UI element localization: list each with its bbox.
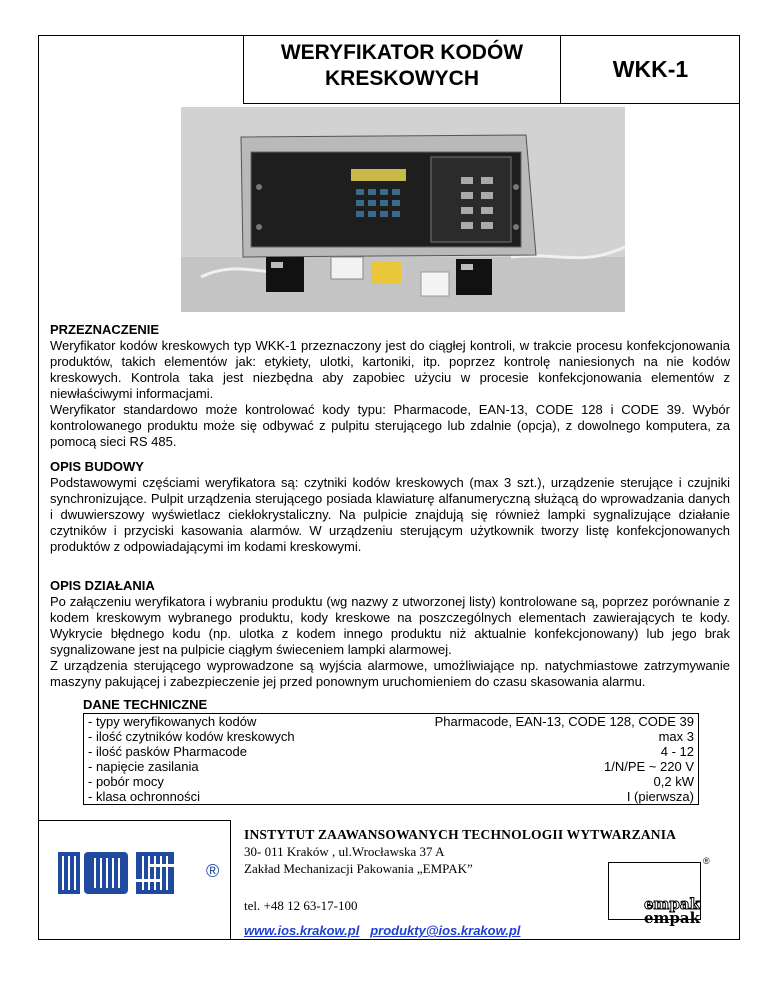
tech-value: 1/N/PE ~ 220 V	[604, 759, 694, 774]
tech-label: - typy weryfikowanych kodów	[88, 714, 257, 729]
paragraph: Podstawowymi częściami weryfikatora są: czytniki kodów kreskowych (max 3 szt.), urządzenie sterujące i czujniki synchronizujące. Pulpit urządzenia sterującego posiada klawiaturę alfanumeryczną służącą do wprowadzania danych i dwuwierszowy wyświetlacz ciekłokrystaliczny. Na pulpicie znajdują się również lampki sygnalizujące działanie czytników i przyciski kasowania alarmów. W urządzeniu sterującym użytkownik tworzy listę konfekcjonowanych produktów z odpowiadającymi im kodami kreskowymi.	[50, 475, 730, 554]
ios-logo-icon	[56, 849, 226, 899]
tech-value: 4 - 12	[660, 744, 694, 759]
tech-label: - ilość czytników kodów kreskowych	[88, 729, 295, 744]
title-line-1: WERYFIKATOR KODÓW	[280, 41, 524, 64]
institute-name: INSTYTUT ZAAWANSOWANYCH TECHNOLOGII WYTWARZANIA	[244, 827, 677, 842]
tech-label: - napięcie zasilania	[88, 759, 199, 774]
table-row	[84, 714, 699, 730]
tech-value: 0,2 kW	[653, 774, 694, 789]
tech-value: Pharmacode, EAN-13, CODE 128, CODE 39	[434, 714, 694, 729]
website-link[interactable]: www.ios.krakow.pl	[244, 923, 360, 938]
document-title	[243, 35, 561, 104]
institute-address: 30- 011 Kraków , ul.Wrocławska 37 A	[244, 844, 445, 859]
paragraph: Po załączeniu weryfikatora i wybraniu produktu (wg nazwy z utworzonej listy) kontrolowane są, poprzez porównanie z kodem kreskowym wybranego produktu, kody kreskowe na poszczególnych elementach zawierających te kody. Wykrycie błędnego kodu (np. ulotka z kodem innego produktu niż aktualnie konfekcjonowany) lub jego brak sygnalizowane jest na pulpicie ciągłym świeceniem lampki alarmowej.	[50, 594, 730, 657]
tech-title: DANE TECHNICZNE	[83, 697, 208, 712]
table-row	[84, 744, 699, 759]
section-title: PRZEZNACZENIE	[50, 322, 160, 337]
paragraph: Weryfikator standardowo może kontrolować kody typu: Pharmacode, EAN-13, CODE 128 i CODE 39. Wybór kontrolowanego produktu może się odbywać z pulpitu sterującego lub zdalnie (opcja), z dowolnego komputera, za pomocą sieci RS 485.	[50, 402, 730, 449]
phone-number: tel. +48 12 63-17-100	[244, 898, 358, 913]
section-title: OPIS DZIAŁANIA	[50, 578, 155, 593]
section-przeznaczenie	[50, 322, 730, 450]
device-illustration	[181, 107, 625, 312]
tech-label: - ilość pasków Pharmacode	[88, 744, 247, 759]
ios-logo	[56, 849, 226, 904]
institute-department: Zakład Mechanizacji Pakowania „EMPAK”	[244, 861, 473, 876]
title-line-2: KRESKOWYCH	[324, 67, 479, 90]
email-link[interactable]: produkty@ios.krakow.pl	[370, 923, 521, 938]
tech-value: I (pierwsza)	[626, 789, 694, 804]
tech-label: - pobór mocy	[88, 774, 164, 789]
section-opis-budowy	[50, 459, 730, 555]
table-row	[84, 789, 699, 805]
table-row	[84, 759, 699, 774]
section-title: OPIS BUDOWY	[50, 459, 144, 474]
tech-table	[83, 713, 699, 805]
tech-data	[83, 697, 699, 805]
device-photo	[181, 107, 625, 312]
empak-logo	[628, 897, 700, 925]
contact-links	[244, 923, 520, 938]
tech-label: - klasa ochronności	[88, 789, 200, 804]
registered-mark: ®	[206, 861, 220, 881]
paragraph: Z urządzenia sterującego wyprowadzone są wyjścia alarmowe, umożliwiające np. natychmiastowe zatrzymywanie maszyny pakującej i zabezpieczenie jej przed ponownym uruchomieniem do czasu skasowania alarmu.	[50, 658, 730, 689]
empak-logo-line-1: empak	[643, 895, 700, 913]
tech-value: max 3	[658, 729, 694, 744]
paragraph: Weryfikator kodów kreskowych typ WKK-1 przeznaczony jest do ciągłej kontroli, w trakcie procesu konfekcjonowania produktów, takich elementów jak: etykiety, ulotki, kartoniki, itp. poprzez kontrolę naniesionych na nie kodów kreskowych. Kontrola taka jest niezbędna aby zapobiec użyciu w procesie konfekcjonowania elementów z niewłaściwymi informacjami.	[50, 338, 730, 401]
section-opis-dzialania	[50, 578, 730, 690]
model-code: WKK-1	[561, 35, 740, 104]
empak-registered-mark: ®	[703, 856, 710, 866]
table-row	[84, 774, 699, 789]
empak-logo-line-2: empak	[643, 909, 700, 927]
table-row	[84, 729, 699, 744]
